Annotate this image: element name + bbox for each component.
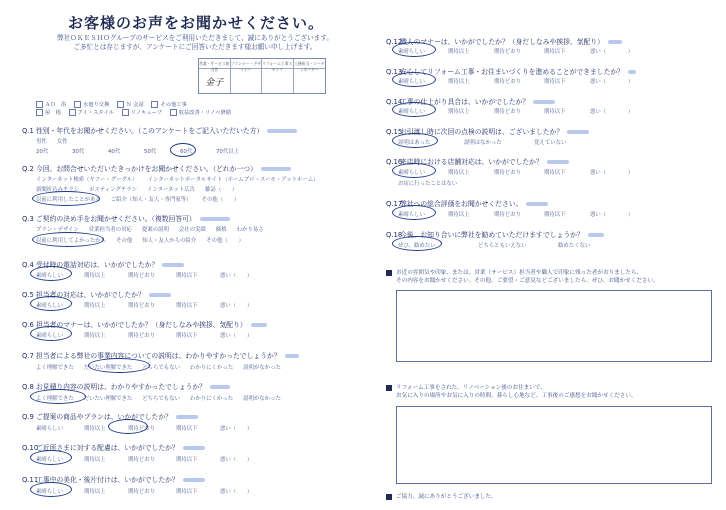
highlight-mark [588,233,604,237]
option[interactable]: 50代 [144,149,157,155]
options-row [36,175,329,183]
question-text: 担当者の対応は、いかがでしたか？ [36,291,145,299]
option[interactable]: どちらともいえない [478,243,527,249]
question-number: Q.9 [22,413,34,421]
option[interactable]: 期待どおり [128,489,155,495]
option[interactable]: 説明がなかった [243,396,281,402]
option[interactable]: 説明はあった [398,140,431,146]
comment-line-text: お近の雰囲気や印象、または、営業（サービス）担当者や職人で印象に残った者がおりましたら、 [396,270,643,276]
option[interactable]: 提案の説明 [141,227,169,233]
option[interactable]: 勧めたくない [558,243,591,249]
option[interactable]: 期待以下 [176,489,198,495]
option[interactable]: よく理解できた [36,396,74,402]
question-number: Q.14 [386,98,403,106]
question-number: Q.4 [22,261,34,269]
option[interactable]: 期待どおり [494,79,521,85]
option[interactable]: 新聞折込みチラシ [36,187,80,193]
intro-text [50,34,340,52]
option[interactable]: 以前に利用してよかったから [36,238,107,244]
option[interactable]: 以前に利用したことがある [36,197,101,203]
option[interactable]: 説明はなかった [464,140,502,146]
option[interactable]: 素晴らしい [36,489,63,495]
question-text: 工事の仕上がり具合は、いかがでしたか？ [400,98,530,106]
staff-header: プランナー・デザイナー [230,61,261,72]
option[interactable]: 期待どおり [494,212,521,218]
option[interactable]: 期待以上 [448,212,470,218]
option[interactable]: 会社の実績 [178,227,206,233]
question-number: Q.6 [22,321,34,329]
highlight-mark [547,160,569,164]
question-text: お引渡し時に次回の点検の説明は、ございましたか？ [400,128,564,136]
highlight-mark [183,478,205,482]
option[interactable]: 悪い（ ） [220,489,253,495]
question-number: Q.11 [22,476,39,484]
question-q7 [22,350,299,360]
option[interactable]: 期待どおり [128,457,155,463]
staff-header: 工務担当・コーディネーター [294,61,325,72]
footer-thanks [386,493,497,501]
option[interactable]: 30代 [72,149,85,155]
option[interactable]: 素晴らしい [398,212,425,218]
options-row [36,147,249,155]
question-text: 今後、お知り合いに弊社を勧めていただけますでしょうか？ [400,231,584,239]
answer-circle [392,236,442,251]
comment-line [386,384,706,392]
option[interactable]: 期待以上 [448,49,470,55]
option[interactable]: 期待どおり [128,273,155,279]
category-checkbox[interactable] [170,109,177,116]
answer-circle [30,450,72,465]
question-number: Q.3 [22,215,34,223]
highlight-mark [162,263,184,267]
option[interactable]: 男性 [36,139,47,145]
option[interactable]: 期待以上 [84,426,106,432]
answer-circle [108,419,148,434]
option[interactable]: 期待以上 [448,109,470,115]
option[interactable]: 期待以下 [544,109,566,115]
option[interactable]: 期待以下 [176,273,198,279]
question-text: お見積り内容の説明は、わかりやすかったでしょうか？ [36,383,206,391]
question-text: 担当者のマナーは、いかがでしたか？（身だしなみや挨拶、気配り） [36,321,247,329]
category-checkbox[interactable] [74,101,81,108]
staff-signature[interactable]: 金子 [199,69,231,93]
option[interactable]: 女性 [56,139,68,145]
answer-circle [30,389,86,404]
answer-circle [392,133,438,148]
category-checkbox[interactable] [122,109,129,116]
answer-circle [32,232,107,247]
highlight-mark [533,100,555,104]
question-number: Q.16 [386,158,403,166]
comment-line: その内容をお聞かせください。その他、ご要望・ご意見などございましたら、ぜひ、お聞かせください。 [396,278,659,284]
highlight-mark [267,129,297,133]
option[interactable]: 期待以上 [84,333,106,339]
option[interactable]: よく理解できた [36,365,74,371]
answer-circle [88,358,150,373]
question-text: 職人のマナーは、いかがでしたか？（身だしなみや挨拶、気配り） [400,38,604,46]
option[interactable]: わかり易さ [236,227,264,233]
square-bullet-icon [386,385,392,391]
option[interactable]: 期待以下 [544,79,566,85]
option[interactable]: インターネット検索（ヤフー・グーグル） [36,177,138,183]
comment-textarea-2[interactable] [396,406,712,484]
category-label: 収益改善・リノベ修繕 [178,110,232,116]
comment-prompt-2 [386,384,706,400]
category-checkbox[interactable] [69,109,76,116]
staff-cell[interactable] [294,69,326,93]
options-row [398,179,467,187]
highlight-mark [608,40,622,44]
option[interactable]: だいたい理解できた [83,365,133,371]
option[interactable]: 悪い（ ） [220,457,253,463]
highlight-mark [251,323,267,327]
option[interactable]: 期待以上 [84,273,106,279]
option[interactable]: 40代 [108,149,121,155]
category-label: ＡＯ 浴 [45,102,67,108]
option[interactable]: 素晴らしい [398,49,425,55]
question-number: Q.10 [22,444,39,452]
option[interactable]: 期待どおり [494,109,521,115]
options-row [36,137,78,145]
question-number: Q.5 [22,291,34,299]
question-number: Q.18 [386,231,403,239]
option[interactable]: 悪い（ ） [590,109,634,115]
option[interactable]: その他 [116,238,133,244]
option[interactable]: 悪い（ ） [220,303,253,309]
option[interactable]: 悪い（ ） [220,426,253,432]
option[interactable]: 悪い（ ） [220,273,253,279]
option[interactable]: 期待以下 [544,212,566,218]
answer-circle [392,163,436,178]
option[interactable]: 期待以下 [176,457,198,463]
option[interactable]: ぜひ、勧めたい [398,243,436,249]
staff-cell[interactable] [262,69,294,93]
option[interactable]: 素晴らしい [36,333,63,339]
highlight-mark [567,130,589,134]
question-number: Q.12 [386,38,403,46]
option[interactable]: インターネットポータルサイト（ホームプロ・スーモ・アットホーム） [147,177,319,183]
option[interactable]: 70代以上 [216,149,240,155]
question-q3 [22,213,230,223]
option[interactable]: 期待以上 [84,303,106,309]
category-label: 水廻り交換 [82,102,110,108]
staff-cell[interactable] [231,69,263,93]
answer-circle [30,266,72,281]
option[interactable]: 期待以上 [448,170,470,176]
option[interactable]: ご紹介（知人・友人・専門家等） [110,197,192,203]
category-checkbox[interactable] [151,101,158,108]
answer-circle [392,102,436,117]
option[interactable]: 期待以下 [176,303,198,309]
answer-circle [30,296,72,311]
staff-header: 営業・サービス担当者 [199,61,230,72]
question-text: 今回、お問合せいただいたきっかけをお聞かせください。（どれか一つ） [36,165,257,173]
option[interactable]: 悪い（ ） [220,333,253,339]
option[interactable]: 60代 [180,149,193,155]
option[interactable]: 期待どおり [494,170,521,176]
option[interactable]: 価格 [215,227,227,233]
option[interactable]: わかりにくかった [189,365,234,371]
option[interactable]: 素晴らしい [36,457,63,463]
highlight-mark [200,217,230,221]
question-text: ご契約の決め手をお聞かせください。（複数回答可） [36,215,196,223]
option[interactable]: 素晴らしい [36,273,63,279]
question-text: 安心してリフォーム工事・お住まいづくりを進めることができましたか？ [400,68,624,76]
square-bullet-icon [386,494,392,500]
highlight-mark [526,202,548,206]
question-text: 工事中の美化・後片付けは、いかがでしたか？ [36,476,179,484]
staff-header: リフォーム工事スタッフ [262,61,293,72]
answer-circle [170,143,196,157]
answer-circle [392,72,436,87]
highlight-mark [176,415,198,419]
answer-circle [32,191,100,206]
category-row [30,100,187,108]
comment-prompt-1 [386,269,706,285]
highlight-mark [210,385,230,389]
option[interactable]: ポスティングチラシ [89,187,138,193]
question-text: ご近所さまに対する配慮は、いかがでしたか？ [36,444,179,452]
category-label: リノキューブ [130,110,162,116]
question-q1 [22,125,297,135]
answer-circle [392,42,436,57]
question-q2 [22,163,291,173]
question-number: Q.2 [22,165,34,173]
option[interactable]: 素晴らしい [398,79,425,85]
question-number: Q.8 [22,383,34,391]
question-text: ご提案の商品やプランは、いかがでしたか？ [36,413,172,421]
category-row [30,108,231,116]
option[interactable]: 悪い（ ） [590,212,634,218]
option[interactable]: 期待以上 [448,79,470,85]
option[interactable]: インターネット広告 [147,187,196,193]
staff-table [198,58,326,94]
footer-text: ご協力、誠にありがとうございました。 [396,494,497,500]
intro-line: ご多忙とは存じますが、アンケートにご回答いただきます様お願い申し上げます。 [73,43,317,51]
options-row [36,363,291,371]
options-row [36,424,262,432]
question-text: 受付時の電話対応は、いかがでしたか？ [36,261,159,269]
question-number: Q.15 [386,128,403,136]
question-text: 担当者による弊社の事業内容についての説明は、わかりやすかったでしょうか？ [36,352,281,360]
option[interactable]: だいたい理解できた [83,396,133,402]
comment-line: お気に入りの場所やお気に入りの時間、暮らし心地など、工事後のご感想をお聞かせください。 [396,393,637,399]
category-label: 屋 根 [45,110,61,116]
option[interactable]: 説明がなかった [243,365,281,371]
option[interactable]: 期待以下 [544,170,566,176]
option[interactable]: どちらでもない [142,365,180,371]
comment-line-text: リフォーム工事をされた、リノベーション後のお住まいで、 [396,385,546,391]
option[interactable]: その他（ ） [206,238,244,244]
category-checkbox[interactable] [117,101,124,108]
question-number: Q.7 [22,352,34,360]
intro-line: 弊社ＯＫＥＳＨＯグループのサービスをご利用いただきまして、誠にありがとうございます。 [57,34,333,42]
option[interactable]: 期待以下 [544,49,566,55]
option[interactable]: 悪い（ ） [590,79,634,85]
highlight-mark [149,293,171,297]
answer-circle [30,482,72,497]
highlight-mark [261,167,291,171]
highlight-mark [285,354,299,358]
question-text: 来店時における店舗対応は、いかがでしたか？ [400,158,543,166]
option[interactable]: 期待以上 [84,489,106,495]
option[interactable]: その他（ ） [201,197,240,203]
category-label: アイ・スタイル [77,110,115,116]
option[interactable]: 素晴らしい [36,426,63,432]
option[interactable]: プラン・デザイン [36,227,79,233]
option[interactable]: 期待以下 [176,333,198,339]
option[interactable]: 素晴らしい [36,303,63,309]
option[interactable]: 期待どおり [128,333,155,339]
option[interactable]: 期待以下 [176,426,198,432]
option[interactable]: 営業担当者の対応 [88,227,132,233]
square-bullet-icon [386,270,392,276]
option[interactable]: 雑誌（ ） [205,187,238,193]
option[interactable]: 期待どおり [128,426,155,432]
option[interactable]: 悪い（ ） [590,49,634,55]
category-label: その他工事 [160,102,187,108]
option[interactable]: 期待どおり [494,49,521,55]
page-title: お客様のお声をお聞かせください。 [68,14,325,32]
option[interactable]: 悪い（ ） [590,170,634,176]
category-checkbox[interactable] [36,109,43,116]
comment-textarea-1[interactable] [396,290,712,362]
question-text: 弊社への総合評価をお聞かせください。 [400,200,523,208]
question-text: 性別・年代をお聞かせください。（このアンケートをご記入いただいた方） [36,127,264,135]
highlight-mark [628,70,636,74]
question-number: Q.1 [22,127,34,135]
category-checkbox[interactable] [36,101,43,108]
question-q9 [22,411,198,421]
option[interactable]: 素晴らしい [398,170,425,176]
answer-circle [392,205,436,220]
answer-circle [30,326,72,341]
option[interactable]: どちらでもない [142,396,180,402]
option[interactable]: 素晴らしい [398,109,425,115]
highlight-mark [183,446,205,450]
question-number: Q.13 [386,68,403,76]
option[interactable]: 知人・友人からの紹介 [142,238,197,244]
option[interactable]: 20代 [36,149,49,155]
option[interactable]: 期待どおり [128,303,155,309]
option[interactable]: お店に行ったことはない [398,181,458,187]
comment-line [386,269,706,277]
option[interactable]: 覚えていない [534,140,567,146]
question-number: Q.17 [386,200,403,208]
option[interactable]: わかりにくかった [189,396,234,402]
option[interactable]: 期待以上 [84,457,106,463]
category-label: Ｎ 会話 [126,102,144,108]
